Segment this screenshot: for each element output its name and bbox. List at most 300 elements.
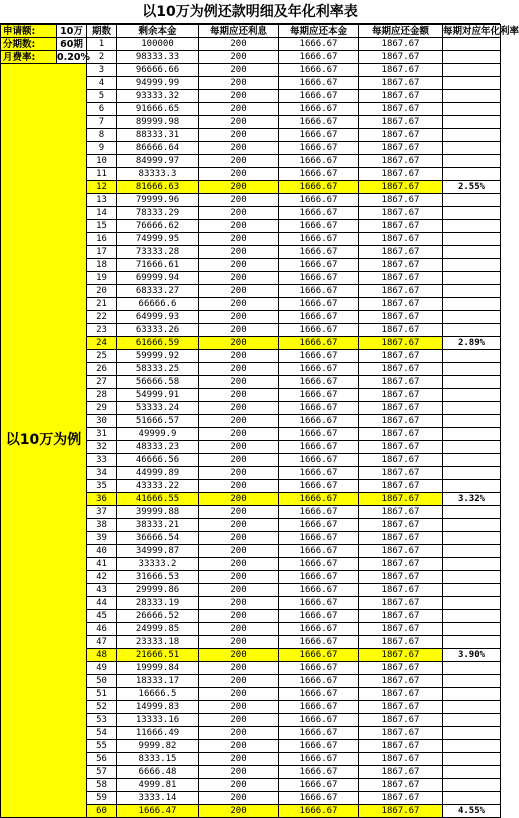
interest-cell: 200 <box>199 584 279 597</box>
principal-cell: 1666.67 <box>279 571 359 584</box>
principal-cell: 1666.67 <box>279 766 359 779</box>
remaining-principal-cell: 96666.66 <box>117 64 199 77</box>
annual-rate-cell <box>443 779 501 792</box>
remaining-principal-cell: 98333.33 <box>117 51 199 64</box>
annual-rate-cell <box>443 571 501 584</box>
principal-cell: 1666.67 <box>279 805 359 818</box>
period-cell: 31 <box>87 428 117 441</box>
total-cell: 1867.67 <box>359 142 443 155</box>
annual-rate-cell: 3.32% <box>443 493 501 506</box>
total-cell: 1867.67 <box>359 155 443 168</box>
interest-cell: 200 <box>199 233 279 246</box>
annual-rate-cell <box>443 753 501 766</box>
total-cell: 1867.67 <box>359 38 443 51</box>
interest-cell: 200 <box>199 311 279 324</box>
annual-rate-cell <box>443 376 501 389</box>
principal-cell: 1666.67 <box>279 311 359 324</box>
principal-cell: 1666.67 <box>279 688 359 701</box>
total-cell: 1867.67 <box>359 623 443 636</box>
period-cell: 58 <box>87 779 117 792</box>
principal-cell: 1666.67 <box>279 298 359 311</box>
annual-rate-cell <box>443 220 501 233</box>
total-cell: 1867.67 <box>359 571 443 584</box>
total-cell: 1867.67 <box>359 506 443 519</box>
total-cell: 1867.67 <box>359 714 443 727</box>
interest-cell: 200 <box>199 454 279 467</box>
remaining-principal-cell: 78333.29 <box>117 207 199 220</box>
interest-cell: 200 <box>199 740 279 753</box>
annual-rate-cell <box>443 623 501 636</box>
period-cell: 7 <box>87 116 117 129</box>
info-value: 60期 <box>57 38 87 51</box>
remaining-principal-cell: 84999.97 <box>117 155 199 168</box>
principal-cell: 1666.67 <box>279 675 359 688</box>
period-cell: 6 <box>87 103 117 116</box>
principal-cell: 1666.67 <box>279 116 359 129</box>
total-cell: 1867.67 <box>359 402 443 415</box>
annual-rate-cell <box>443 363 501 376</box>
annual-rate-cell <box>443 584 501 597</box>
remaining-principal-cell: 68333.27 <box>117 285 199 298</box>
total-cell: 1867.67 <box>359 792 443 805</box>
info-value: 10万 <box>57 25 87 38</box>
total-cell: 1867.67 <box>359 545 443 558</box>
remaining-principal-cell: 31666.53 <box>117 571 199 584</box>
annual-rate-cell <box>443 766 501 779</box>
total-cell: 1867.67 <box>359 181 443 194</box>
interest-cell: 200 <box>199 272 279 285</box>
principal-cell: 1666.67 <box>279 389 359 402</box>
annual-rate-cell <box>443 688 501 701</box>
annual-rate-cell <box>443 77 501 90</box>
period-cell: 56 <box>87 753 117 766</box>
annual-rate-cell <box>443 142 501 155</box>
interest-cell: 200 <box>199 376 279 389</box>
total-cell: 1867.67 <box>359 636 443 649</box>
period-cell: 13 <box>87 194 117 207</box>
period-cell: 34 <box>87 467 117 480</box>
period-cell: 40 <box>87 545 117 558</box>
principal-cell: 1666.67 <box>279 714 359 727</box>
interest-cell: 200 <box>199 389 279 402</box>
interest-cell: 200 <box>199 571 279 584</box>
remaining-principal-cell: 19999.84 <box>117 662 199 675</box>
annual-rate-cell <box>443 64 501 77</box>
total-cell: 1867.67 <box>359 337 443 350</box>
remaining-principal-cell: 8333.15 <box>117 753 199 766</box>
annual-rate-cell <box>443 740 501 753</box>
interest-cell: 200 <box>199 805 279 818</box>
remaining-principal-cell: 61666.59 <box>117 337 199 350</box>
period-cell: 1 <box>87 38 117 51</box>
period-cell: 11 <box>87 168 117 181</box>
annual-rate-cell <box>443 532 501 545</box>
remaining-principal-cell: 91666.65 <box>117 103 199 116</box>
total-cell: 1867.67 <box>359 441 443 454</box>
period-cell: 54 <box>87 727 117 740</box>
info-value: 0.20% <box>57 51 90 63</box>
info-label: 月费率: <box>1 51 57 64</box>
principal-cell: 1666.67 <box>279 168 359 181</box>
interest-cell: 200 <box>199 558 279 571</box>
remaining-principal-cell: 63333.26 <box>117 324 199 337</box>
remaining-principal-cell: 54999.91 <box>117 389 199 402</box>
remaining-principal-cell: 46666.56 <box>117 454 199 467</box>
principal-cell: 1666.67 <box>279 727 359 740</box>
remaining-principal-cell: 48333.23 <box>117 441 199 454</box>
interest-cell: 200 <box>199 142 279 155</box>
principal-cell: 1666.67 <box>279 636 359 649</box>
column-header: 剩余本金 <box>117 25 199 38</box>
total-cell: 1867.67 <box>359 675 443 688</box>
principal-cell: 1666.67 <box>279 454 359 467</box>
total-cell: 1867.67 <box>359 285 443 298</box>
principal-cell: 1666.67 <box>279 337 359 350</box>
interest-cell: 200 <box>199 753 279 766</box>
interest-cell: 200 <box>199 727 279 740</box>
remaining-principal-cell: 26666.52 <box>117 610 199 623</box>
period-cell: 35 <box>87 480 117 493</box>
annual-rate-cell: 3.90% <box>443 649 501 662</box>
total-cell: 1867.67 <box>359 103 443 116</box>
annual-rate-cell <box>443 116 501 129</box>
principal-cell: 1666.67 <box>279 90 359 103</box>
period-cell: 60 <box>87 805 117 818</box>
remaining-principal-cell: 11666.49 <box>117 727 199 740</box>
total-cell: 1867.67 <box>359 233 443 246</box>
period-cell: 16 <box>87 233 117 246</box>
remaining-principal-cell: 93333.32 <box>117 90 199 103</box>
remaining-principal-cell: 6666.48 <box>117 766 199 779</box>
remaining-principal-cell: 66666.6 <box>117 298 199 311</box>
period-cell: 5 <box>87 90 117 103</box>
remaining-principal-cell: 64999.93 <box>117 311 199 324</box>
annual-rate-cell <box>443 441 501 454</box>
remaining-principal-cell: 1666.47 <box>117 805 199 818</box>
total-cell: 1867.67 <box>359 298 443 311</box>
annual-rate-cell <box>443 233 501 246</box>
period-cell: 20 <box>87 285 117 298</box>
annual-rate-cell: 2.89% <box>443 337 501 350</box>
total-cell: 1867.67 <box>359 389 443 402</box>
interest-cell: 200 <box>199 480 279 493</box>
period-cell: 36 <box>87 493 117 506</box>
interest-cell: 200 <box>199 688 279 701</box>
interest-cell: 200 <box>199 324 279 337</box>
principal-cell: 1666.67 <box>279 402 359 415</box>
annual-rate-cell <box>443 402 501 415</box>
interest-cell: 200 <box>199 259 279 272</box>
principal-cell: 1666.67 <box>279 103 359 116</box>
annual-rate-cell <box>443 194 501 207</box>
interest-cell: 200 <box>199 623 279 636</box>
period-cell: 18 <box>87 259 117 272</box>
remaining-principal-cell: 83333.3 <box>117 168 199 181</box>
remaining-principal-cell: 69999.94 <box>117 272 199 285</box>
annual-rate-cell <box>443 129 501 142</box>
principal-cell: 1666.67 <box>279 480 359 493</box>
interest-cell: 200 <box>199 90 279 103</box>
interest-cell: 200 <box>199 636 279 649</box>
interest-cell: 200 <box>199 792 279 805</box>
remaining-principal-cell: 79999.96 <box>117 194 199 207</box>
remaining-principal-cell: 94999.99 <box>117 77 199 90</box>
interest-cell: 200 <box>199 64 279 77</box>
info-label: 分期数: <box>1 38 57 51</box>
period-cell: 26 <box>87 363 117 376</box>
repayment-table <box>0 24 519 818</box>
principal-cell: 1666.67 <box>279 376 359 389</box>
interest-cell: 200 <box>199 714 279 727</box>
period-cell: 17 <box>87 246 117 259</box>
remaining-principal-cell: 13333.16 <box>117 714 199 727</box>
annual-rate-cell <box>443 272 501 285</box>
interest-cell: 200 <box>199 38 279 51</box>
table-row <box>1 64 501 77</box>
total-cell: 1867.67 <box>359 272 443 285</box>
remaining-principal-cell: 29999.86 <box>117 584 199 597</box>
interest-cell: 200 <box>199 428 279 441</box>
principal-cell: 1666.67 <box>279 467 359 480</box>
principal-cell: 1666.67 <box>279 779 359 792</box>
period-cell: 8 <box>87 129 117 142</box>
principal-cell: 1666.67 <box>279 285 359 298</box>
interest-cell: 200 <box>199 181 279 194</box>
principal-cell: 1666.67 <box>279 64 359 77</box>
remaining-principal-cell: 34999.87 <box>117 545 199 558</box>
header-row <box>1 25 501 38</box>
period-cell: 15 <box>87 220 117 233</box>
total-cell: 1867.67 <box>359 64 443 77</box>
remaining-principal-cell: 38333.21 <box>117 519 199 532</box>
total-cell: 1867.67 <box>359 259 443 272</box>
interest-cell: 200 <box>199 220 279 233</box>
principal-cell: 1666.67 <box>279 142 359 155</box>
total-cell: 1867.67 <box>359 311 443 324</box>
total-cell: 1867.67 <box>359 727 443 740</box>
info-label: 申请额: <box>1 25 57 38</box>
annual-rate-cell <box>443 38 501 51</box>
column-header: 每期应还本金 <box>279 25 359 38</box>
total-cell: 1867.67 <box>359 766 443 779</box>
remaining-principal-cell: 23333.18 <box>117 636 199 649</box>
interest-cell: 200 <box>199 467 279 480</box>
remaining-principal-cell: 36666.54 <box>117 532 199 545</box>
interest-cell: 200 <box>199 103 279 116</box>
period-cell: 29 <box>87 402 117 415</box>
interest-cell: 200 <box>199 766 279 779</box>
annual-rate-cell <box>443 610 501 623</box>
period-cell: 21 <box>87 298 117 311</box>
interest-cell: 200 <box>199 649 279 662</box>
annual-rate-cell: 4.55% <box>443 805 501 818</box>
principal-cell: 1666.67 <box>279 753 359 766</box>
annual-rate-cell <box>443 90 501 103</box>
interest-cell: 200 <box>199 662 279 675</box>
principal-cell: 1666.67 <box>279 792 359 805</box>
principal-cell: 1666.67 <box>279 51 359 64</box>
period-cell: 23 <box>87 324 117 337</box>
total-cell: 1867.67 <box>359 350 443 363</box>
total-cell: 1867.67 <box>359 610 443 623</box>
annual-rate-cell: 2.55% <box>443 181 501 194</box>
principal-cell: 1666.67 <box>279 597 359 610</box>
principal-cell: 1666.67 <box>279 532 359 545</box>
period-cell: 27 <box>87 376 117 389</box>
remaining-principal-cell: 74999.95 <box>117 233 199 246</box>
total-cell: 1867.67 <box>359 116 443 129</box>
period-cell: 14 <box>87 207 117 220</box>
total-cell: 1867.67 <box>359 324 443 337</box>
total-cell: 1867.67 <box>359 428 443 441</box>
period-cell: 33 <box>87 454 117 467</box>
column-header: 每期应还利息 <box>199 25 279 38</box>
principal-cell: 1666.67 <box>279 220 359 233</box>
period-cell: 55 <box>87 740 117 753</box>
annual-rate-cell <box>443 714 501 727</box>
annual-rate-cell <box>443 259 501 272</box>
principal-cell: 1666.67 <box>279 740 359 753</box>
principal-cell: 1666.67 <box>279 701 359 714</box>
annual-rate-cell <box>443 207 501 220</box>
principal-cell: 1666.67 <box>279 584 359 597</box>
period-cell: 9 <box>87 142 117 155</box>
interest-cell: 200 <box>199 441 279 454</box>
annual-rate-cell <box>443 311 501 324</box>
principal-cell: 1666.67 <box>279 519 359 532</box>
total-cell: 1867.67 <box>359 649 443 662</box>
interest-cell: 200 <box>199 51 279 64</box>
remaining-principal-cell: 24999.85 <box>117 623 199 636</box>
total-cell: 1867.67 <box>359 415 443 428</box>
interest-cell: 200 <box>199 194 279 207</box>
annual-rate-cell <box>443 428 501 441</box>
total-cell: 1867.67 <box>359 662 443 675</box>
interest-cell: 200 <box>199 285 279 298</box>
principal-cell: 1666.67 <box>279 155 359 168</box>
interest-cell: 200 <box>199 155 279 168</box>
remaining-principal-cell: 71666.61 <box>117 259 199 272</box>
interest-cell: 200 <box>199 493 279 506</box>
column-header: 每期对应年化利率 <box>443 25 519 37</box>
remaining-principal-cell: 73333.28 <box>117 246 199 259</box>
period-cell: 12 <box>87 181 117 194</box>
remaining-principal-cell: 49999.9 <box>117 428 199 441</box>
remaining-principal-cell: 100000 <box>117 38 199 51</box>
principal-cell: 1666.67 <box>279 129 359 142</box>
table-row <box>1 38 501 51</box>
interest-cell: 200 <box>199 610 279 623</box>
period-cell: 4 <box>87 77 117 90</box>
period-cell: 10 <box>87 155 117 168</box>
principal-cell: 1666.67 <box>279 649 359 662</box>
period-cell: 37 <box>87 506 117 519</box>
annual-rate-cell <box>443 467 501 480</box>
period-cell: 42 <box>87 571 117 584</box>
total-cell: 1867.67 <box>359 753 443 766</box>
principal-cell: 1666.67 <box>279 350 359 363</box>
total-cell: 1867.67 <box>359 597 443 610</box>
remaining-principal-cell: 18333.17 <box>117 675 199 688</box>
remaining-principal-cell: 88333.31 <box>117 129 199 142</box>
principal-cell: 1666.67 <box>279 77 359 90</box>
remaining-principal-cell: 16666.5 <box>117 688 199 701</box>
annual-rate-cell <box>443 285 501 298</box>
interest-cell: 200 <box>199 675 279 688</box>
interest-cell: 200 <box>199 701 279 714</box>
total-cell: 1867.67 <box>359 519 443 532</box>
period-cell: 28 <box>87 389 117 402</box>
interest-cell: 200 <box>199 350 279 363</box>
period-cell: 46 <box>87 623 117 636</box>
interest-cell: 200 <box>199 337 279 350</box>
period-cell: 2 <box>87 51 117 64</box>
total-cell: 1867.67 <box>359 363 443 376</box>
interest-cell: 200 <box>199 597 279 610</box>
total-cell: 1867.67 <box>359 90 443 103</box>
total-cell: 1867.67 <box>359 558 443 571</box>
total-cell: 1867.67 <box>359 688 443 701</box>
annual-rate-cell <box>443 597 501 610</box>
period-cell: 51 <box>87 688 117 701</box>
period-cell: 49 <box>87 662 117 675</box>
column-header: 每期应还金额 <box>359 25 443 38</box>
interest-cell: 200 <box>199 207 279 220</box>
page-title: 以10万为例还款明细及年化利率表 <box>0 0 500 24</box>
annual-rate-cell <box>443 636 501 649</box>
total-cell: 1867.67 <box>359 532 443 545</box>
interest-cell: 200 <box>199 168 279 181</box>
total-cell: 1867.67 <box>359 77 443 90</box>
annual-rate-cell <box>443 519 501 532</box>
remaining-principal-cell: 43333.22 <box>117 480 199 493</box>
total-cell: 1867.67 <box>359 220 443 233</box>
annual-rate-cell <box>443 168 501 181</box>
annual-rate-cell <box>443 792 501 805</box>
interest-cell: 200 <box>199 532 279 545</box>
remaining-principal-cell: 3333.14 <box>117 792 199 805</box>
interest-cell: 200 <box>199 779 279 792</box>
remaining-principal-cell: 81666.63 <box>117 181 199 194</box>
remaining-principal-cell: 86666.64 <box>117 142 199 155</box>
period-cell: 53 <box>87 714 117 727</box>
table-row <box>1 51 501 64</box>
period-cell: 3 <box>87 64 117 77</box>
remaining-principal-cell: 21666.51 <box>117 649 199 662</box>
total-cell: 1867.67 <box>359 701 443 714</box>
principal-cell: 1666.67 <box>279 324 359 337</box>
total-cell: 1867.67 <box>359 51 443 64</box>
principal-cell: 1666.67 <box>279 428 359 441</box>
period-cell: 52 <box>87 701 117 714</box>
principal-cell: 1666.67 <box>279 662 359 675</box>
total-cell: 1867.67 <box>359 805 443 818</box>
column-header: 期数 <box>87 25 117 38</box>
total-cell: 1867.67 <box>359 168 443 181</box>
annual-rate-cell <box>443 506 501 519</box>
interest-cell: 200 <box>199 363 279 376</box>
remaining-principal-cell: 4999.81 <box>117 779 199 792</box>
principal-cell: 1666.67 <box>279 246 359 259</box>
principal-cell: 1666.67 <box>279 441 359 454</box>
principal-cell: 1666.67 <box>279 623 359 636</box>
annual-rate-cell <box>443 675 501 688</box>
interest-cell: 200 <box>199 519 279 532</box>
annual-rate-cell <box>443 415 501 428</box>
remaining-principal-cell: 89999.98 <box>117 116 199 129</box>
principal-cell: 1666.67 <box>279 363 359 376</box>
annual-rate-cell <box>443 701 501 714</box>
